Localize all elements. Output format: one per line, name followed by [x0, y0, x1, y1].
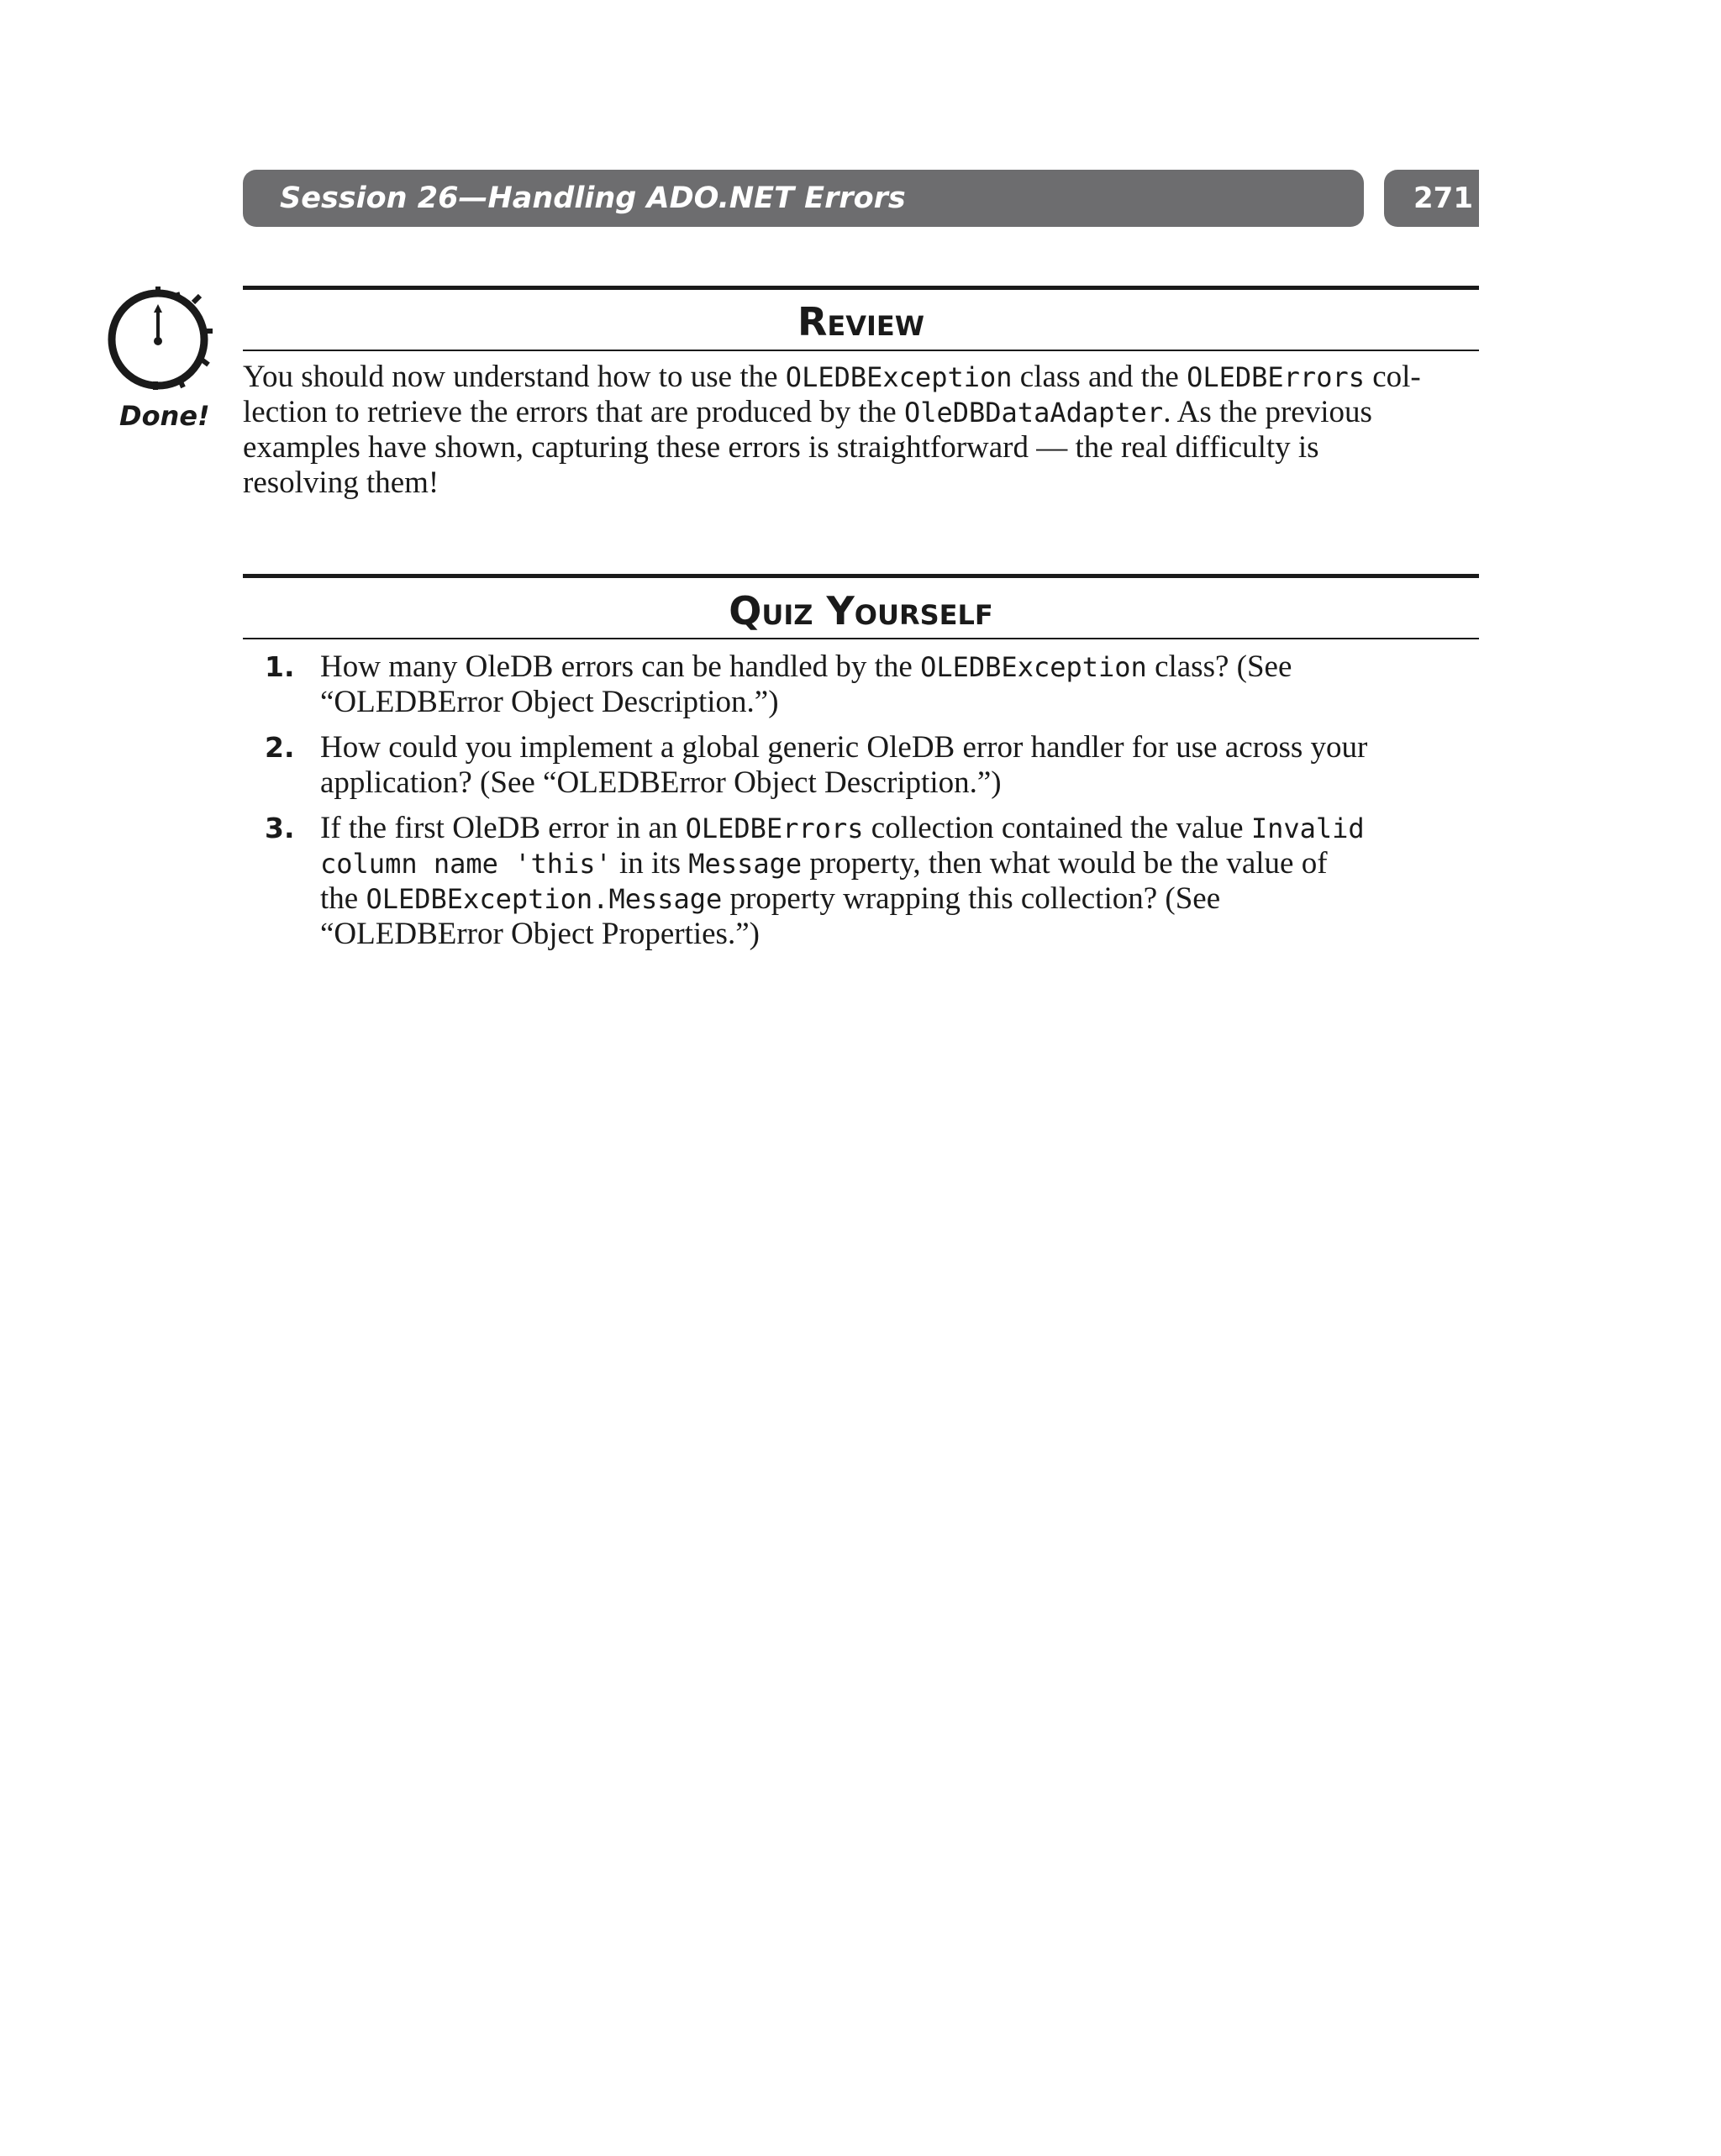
quiz-item-2-line-1: How could you implement a global generic OleDB error handler for use across your [320, 730, 1368, 765]
quiz-bottom-rule [243, 638, 1479, 639]
stopwatch-icon [106, 282, 215, 392]
quiz-item-1-line-1: How many OleDB errors can be handled by the OLEDBException class? (See [320, 649, 1292, 684]
quiz-item-2-line-2: application? (See “OLEDBError Object Description.”) [320, 765, 1002, 800]
page-number: 271 [1413, 181, 1473, 215]
quiz-item-1 [243, 649, 1436, 720]
review-line-1: You should now understand how to use the OLEDBException class and the OLEDBErrors col- [243, 360, 1421, 394]
quiz-item-2 [243, 730, 1436, 801]
review-bottom-rule [243, 350, 1479, 351]
review-line-3: examples have shown, capturing these errors is straightforward — the real difficulty is [243, 430, 1319, 465]
quiz-list [243, 649, 1436, 962]
review-paragraph [243, 360, 1482, 501]
quiz-item-3-line-4: “OLEDBError Object Properties.”) [320, 917, 760, 951]
quiz-item-number: 1. [265, 650, 295, 683]
done-label: Done! [119, 400, 210, 432]
running-header-title: Session 26—Handling ADO.NET Errors [280, 181, 906, 215]
quiz-item-3 [243, 811, 1436, 952]
review-heading: Review [797, 299, 925, 344]
quiz-heading: Quiz Yourself [729, 588, 993, 634]
quiz-item-3-line-2: column name 'this' in its Message property, then what would be the value of [320, 846, 1328, 881]
quiz-top-rule [243, 574, 1479, 578]
quiz-item-number: 2. [265, 731, 295, 764]
review-line-4: resolving them! [243, 465, 439, 500]
quiz-item-number: 3. [265, 812, 295, 844]
quiz-item-1-line-2: “OLEDBError Object Description.”) [320, 685, 779, 719]
quiz-item-3-line-1: If the first OleDB error in an OLEDBErrors collection contained the value Invalid [320, 811, 1365, 845]
review-line-2: lection to retrieve the errors that are produced by the OleDBDataAdapter. As the previous [243, 395, 1372, 429]
quiz-item-3-line-3: the OLEDBException.Message property wrapping this collection? (See [320, 881, 1221, 916]
review-top-rule [243, 286, 1479, 290]
